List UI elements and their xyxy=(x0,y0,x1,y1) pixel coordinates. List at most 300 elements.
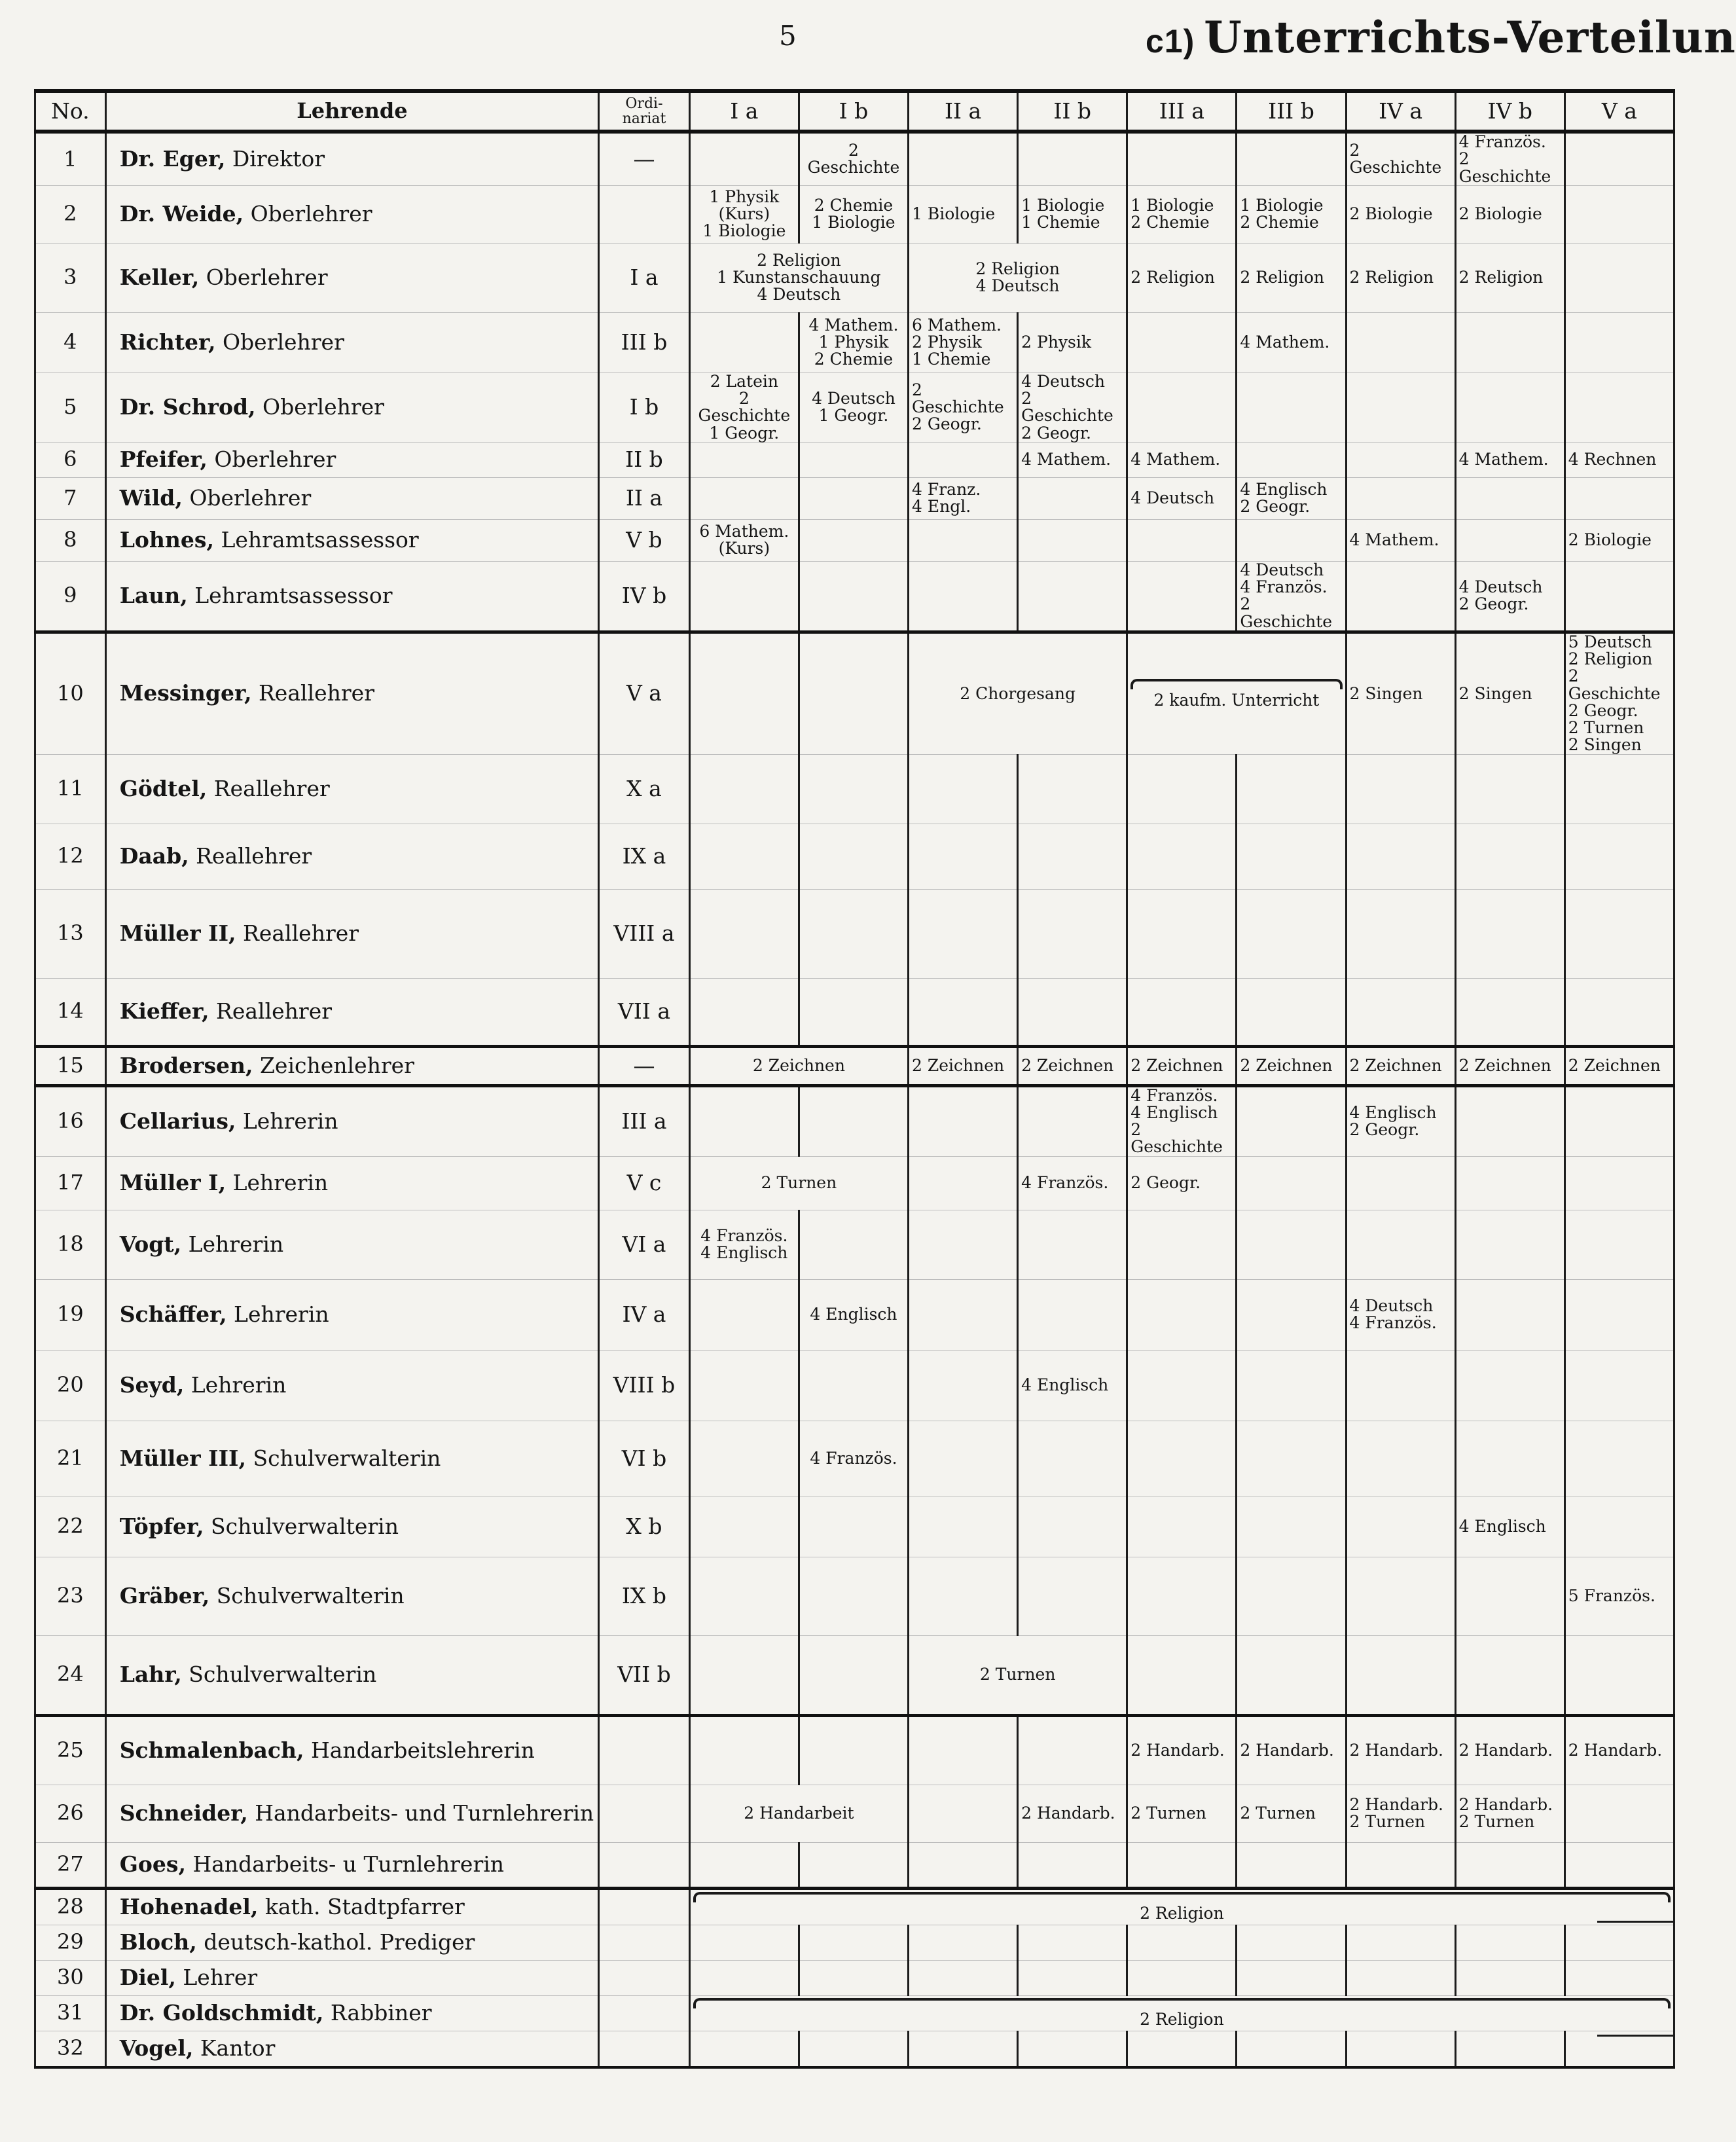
subject-text: 2 Zeichnen xyxy=(1568,1055,1661,1075)
subject-cell xyxy=(1564,185,1674,243)
ordinariat-cell: I b xyxy=(599,372,690,442)
ordinariat-cell: V c xyxy=(599,1156,690,1210)
subject-text: 2 Religion 1 Kunstanschauung 4 Deutsch xyxy=(717,250,881,304)
subject-cell xyxy=(1018,1557,1127,1635)
teacher-name: Daab, xyxy=(119,843,189,869)
subject-cell xyxy=(909,824,1018,889)
heading-text: Unterrichts-Verteilun xyxy=(1204,12,1736,63)
subject-cell xyxy=(799,519,908,561)
row-number: 29 xyxy=(35,1925,106,1960)
subject-text: 2 Turnen xyxy=(761,1172,837,1192)
table-row xyxy=(35,132,1674,185)
subject-cell xyxy=(1564,477,1674,519)
teacher-cell xyxy=(105,1635,598,1715)
subject-cell xyxy=(1237,442,1346,477)
table-row xyxy=(35,1960,1674,1995)
subject-cell xyxy=(1346,185,1455,243)
subject-cell xyxy=(799,312,908,372)
teacher-cell xyxy=(105,1156,598,1210)
subject-cell xyxy=(1455,754,1564,824)
subject-text: 4 Deutsch xyxy=(1130,488,1215,508)
subject-cell xyxy=(1455,477,1564,519)
subject-cell xyxy=(1237,1279,1346,1350)
table-row xyxy=(35,1925,1674,1960)
teacher-cell xyxy=(105,754,598,824)
subject-cell xyxy=(1346,1785,1455,1842)
subject-cell xyxy=(1564,1421,1674,1497)
teacher-title: Oberlehrer xyxy=(244,201,372,227)
teacher-name: Laun, xyxy=(119,583,188,609)
subject-cell xyxy=(1564,1210,1674,1279)
row-number: 21 xyxy=(35,1421,106,1497)
subject-cell xyxy=(909,561,1018,632)
subject-cell xyxy=(799,477,908,519)
subject-cell xyxy=(1455,1785,1564,1842)
subject-cell xyxy=(1237,1350,1346,1421)
row-number: 3 xyxy=(35,243,106,312)
teacher-name: Brodersen, xyxy=(119,1052,253,1078)
subject-cell xyxy=(1346,1156,1455,1210)
col-header-class: II b xyxy=(1018,91,1127,132)
subject-cell xyxy=(1127,1925,1237,1960)
ordinariat-cell: IX b xyxy=(599,1557,690,1635)
teacher-name: Müller III, xyxy=(119,1445,246,1471)
subject-text: 4 Deutsch 4 Französ. 2 Geschichte xyxy=(1240,560,1333,631)
subject-text: 2 Religion xyxy=(1349,268,1434,287)
ordinariat-cell: V a xyxy=(599,632,690,754)
subject-cell xyxy=(1127,1960,1237,1995)
subject-cell xyxy=(689,132,799,185)
teacher-cell xyxy=(105,442,598,477)
teacher-cell xyxy=(105,1210,598,1279)
table-row xyxy=(35,1995,1674,2031)
subject-text: 4 Mathem. xyxy=(1458,450,1549,469)
subject-cell xyxy=(689,1635,799,1715)
teacher-title: Handarbeitslehrerin xyxy=(304,1737,535,1763)
row-number: 31 xyxy=(35,1995,106,2031)
subject-cell xyxy=(689,632,799,754)
subject-text: 2 Zeichnen xyxy=(912,1055,1005,1075)
subject-text: 2 Turnen xyxy=(1130,1803,1206,1823)
subject-cell xyxy=(1018,372,1127,442)
subject-cell xyxy=(1564,1925,1674,1960)
subject-cell xyxy=(1018,185,1127,243)
ordinariat-label: Ordi- nariat xyxy=(622,95,666,127)
subject-cell xyxy=(1564,1350,1674,1421)
subject-cell xyxy=(1237,477,1346,519)
subject-text: 2 Religion xyxy=(1130,268,1215,287)
subject-cell xyxy=(1018,2031,1127,2067)
subject-cell xyxy=(799,1210,908,1279)
teacher-cell xyxy=(105,1888,598,1925)
subject-text: 4 Mathem. 1 Physik 2 Chemie xyxy=(808,315,899,369)
row-number: 28 xyxy=(35,1888,106,1925)
teacher-name: Dr. Eger, xyxy=(119,146,226,172)
teacher-title: Zeichenlehrer xyxy=(253,1052,414,1078)
teacher-cell xyxy=(105,185,598,243)
subject-cell xyxy=(689,1995,1674,2031)
subject-text: 4 Deutsch 1 Geogr. xyxy=(812,389,895,426)
subject-cell xyxy=(1455,312,1564,372)
subject-cell xyxy=(1346,1960,1455,1995)
subject-cell xyxy=(1564,243,1674,312)
table-row xyxy=(35,312,1674,372)
heading-tag: c1) xyxy=(1146,23,1195,60)
subject-cell xyxy=(1455,243,1564,312)
teacher-name: Kieffer, xyxy=(119,998,209,1024)
col-header-class: IV b xyxy=(1455,91,1564,132)
subject-cell xyxy=(689,1085,799,1156)
subject-cell xyxy=(1455,442,1564,477)
subject-cell xyxy=(1346,889,1455,978)
subject-cell xyxy=(689,754,799,824)
teacher-cell xyxy=(105,1715,598,1785)
subject-cell xyxy=(799,561,908,632)
subject-cell xyxy=(1346,442,1455,477)
subject-text: 4 Mathem. xyxy=(1240,333,1330,352)
subject-cell xyxy=(1018,442,1127,477)
subject-text: 2 Latein 2 Geschichte 1 Geogr. xyxy=(698,371,791,443)
subject-cell xyxy=(689,1210,799,1279)
table-row xyxy=(35,978,1674,1046)
table-row xyxy=(35,1046,1674,1085)
subject-cell xyxy=(1564,1156,1674,1210)
subject-text: 4 Englisch 2 Geogr. xyxy=(1349,1102,1437,1139)
subject-cell xyxy=(799,1925,908,1960)
subject-cell xyxy=(1018,561,1127,632)
subject-cell xyxy=(1018,1497,1127,1557)
teacher-name: Diel, xyxy=(119,1964,176,1990)
teacher-title: Lehramtsassessor xyxy=(213,527,419,553)
col-header-class: IV a xyxy=(1346,91,1455,132)
subject-text: 1 Biologie 2 Chemie xyxy=(1130,196,1214,232)
subject-cell xyxy=(1564,1557,1674,1635)
subject-cell xyxy=(689,1557,799,1635)
subject-cell xyxy=(1455,889,1564,978)
subject-cell xyxy=(1237,824,1346,889)
subject-cell xyxy=(909,477,1018,519)
subject-cell xyxy=(1564,442,1674,477)
subject-text: 2 Handarb. xyxy=(1021,1803,1115,1823)
subject-text: 2 Physik xyxy=(1021,333,1092,352)
ruled-line xyxy=(1597,2035,1675,2037)
subject-cell xyxy=(909,1497,1018,1557)
teacher-name: Dr. Schrod, xyxy=(119,394,256,420)
subject-cell xyxy=(1564,1715,1674,1785)
subject-cell xyxy=(1237,978,1346,1046)
teacher-name: Lahr, xyxy=(119,1661,182,1687)
subject-cell xyxy=(1237,1046,1346,1085)
subject-cell xyxy=(1455,561,1564,632)
subject-cell xyxy=(1127,978,1237,1046)
subject-cell xyxy=(909,185,1018,243)
subject-cell xyxy=(1346,1210,1455,1279)
subject-text: 4 Französ. xyxy=(810,1448,897,1468)
subject-cell xyxy=(1455,132,1564,185)
table-row xyxy=(35,372,1674,442)
subject-cell xyxy=(1564,1279,1674,1350)
subject-text: 2 kaufm. Unterricht xyxy=(1153,690,1320,710)
subject-text: 4 Französ. 2 Geschichte xyxy=(1458,132,1551,186)
subject-cell xyxy=(1346,1635,1455,1715)
teacher-cell xyxy=(105,561,598,632)
ordinariat-cell xyxy=(599,1785,690,1842)
teacher-name: Gräber, xyxy=(119,1582,210,1608)
row-number: 15 xyxy=(35,1046,106,1085)
row-number: 17 xyxy=(35,1156,106,1210)
subject-cell xyxy=(1237,372,1346,442)
teacher-title: Lehrerin xyxy=(181,1231,284,1257)
subject-cell xyxy=(1237,1635,1346,1715)
table-row xyxy=(35,1842,1674,1888)
ordinariat-cell: X a xyxy=(599,754,690,824)
subject-text: 1 Biologie xyxy=(912,204,996,224)
subject-cell xyxy=(1346,1085,1455,1156)
row-number: 24 xyxy=(35,1635,106,1715)
subject-cell xyxy=(1127,1842,1237,1888)
subject-text: 2 Handarbeit xyxy=(744,1803,854,1823)
table-row xyxy=(35,889,1674,978)
row-number: 9 xyxy=(35,561,106,632)
subject-cell xyxy=(1018,1279,1127,1350)
subject-cell xyxy=(909,243,1127,312)
col-header-teacher: Lehrende xyxy=(105,91,598,132)
row-number: 19 xyxy=(35,1279,106,1350)
subject-text: 2 Handarb. xyxy=(1130,1740,1225,1760)
subject-cell xyxy=(1127,754,1237,824)
teacher-name: Keller, xyxy=(119,264,200,291)
subject-text: 2 Geogr. xyxy=(1130,1172,1201,1192)
teacher-cell xyxy=(105,1085,598,1156)
subject-cell xyxy=(1346,519,1455,561)
teacher-title: Rabbiner xyxy=(323,1999,432,2025)
subject-cell xyxy=(909,1046,1018,1085)
teacher-title: Lehrerin xyxy=(226,1169,329,1195)
subject-text: 2 Religion xyxy=(1240,268,1325,287)
subject-cell xyxy=(1018,312,1127,372)
subject-cell xyxy=(909,1785,1018,1842)
subject-text: 1 Physik (Kurs) 1 Biologie xyxy=(702,187,786,241)
subject-cell xyxy=(799,1085,908,1156)
teacher-name: Schäffer, xyxy=(119,1301,227,1327)
subject-cell xyxy=(1127,1279,1237,1350)
subject-cell xyxy=(689,1350,799,1421)
subject-cell xyxy=(1127,312,1237,372)
subject-cell xyxy=(1127,1350,1237,1421)
subject-cell xyxy=(1455,1279,1564,1350)
subject-cell xyxy=(1346,754,1455,824)
table-row xyxy=(35,1421,1674,1497)
subject-cell xyxy=(1018,1960,1127,1995)
subject-cell xyxy=(1127,632,1346,754)
subject-text: 2 Religion xyxy=(1140,2009,1224,2029)
teacher-title: Oberlehrer xyxy=(182,485,312,511)
ordinariat-cell xyxy=(599,1925,690,1960)
subject-text: 2 Singen xyxy=(1349,683,1423,703)
brace-line xyxy=(693,1892,1671,1902)
subject-text: 4 Mathem. xyxy=(1349,530,1439,550)
subject-cell xyxy=(689,1279,799,1350)
teacher-cell xyxy=(105,1497,598,1557)
col-header-class: III b xyxy=(1237,91,1346,132)
subject-text: 2 Zeichnen xyxy=(1021,1055,1114,1075)
subject-cell xyxy=(1018,754,1127,824)
subject-cell xyxy=(1346,824,1455,889)
subject-cell xyxy=(689,2031,799,2067)
teacher-title: Schulverwalterin xyxy=(209,1582,405,1608)
subject-cell xyxy=(1237,1715,1346,1785)
subject-cell xyxy=(799,889,908,978)
subject-cell xyxy=(1564,1635,1674,1715)
subject-cell xyxy=(1455,632,1564,754)
subject-cell xyxy=(1346,632,1455,754)
ordinariat-cell: IV a xyxy=(599,1279,690,1350)
subject-cell xyxy=(799,824,908,889)
subject-cell xyxy=(1127,1085,1237,1156)
col-header-class: V a xyxy=(1564,91,1674,132)
subject-cell xyxy=(1346,1421,1455,1497)
row-number: 2 xyxy=(35,185,106,243)
subject-cell xyxy=(1127,243,1237,312)
row-number: 26 xyxy=(35,1785,106,1842)
subject-cell xyxy=(1346,1350,1455,1421)
subject-cell xyxy=(1564,632,1674,754)
subject-cell xyxy=(909,1350,1018,1421)
subject-text: 2 Biologie xyxy=(1568,530,1652,550)
ordinariat-cell: VII a xyxy=(599,978,690,1046)
subject-text: 1 Biologie 2 Chemie xyxy=(1240,196,1324,232)
subject-cell xyxy=(1127,372,1237,442)
subject-text: 2 Turnen xyxy=(1240,1803,1316,1823)
ordinariat-cell xyxy=(599,1715,690,1785)
teacher-cell xyxy=(105,1960,598,1995)
subject-cell xyxy=(1455,1046,1564,1085)
subject-cell xyxy=(1564,372,1674,442)
ordinariat-cell: IX a xyxy=(599,824,690,889)
col-header-class: I b xyxy=(799,91,908,132)
table-row xyxy=(35,1279,1674,1350)
subject-text: 2 Singen xyxy=(1458,683,1532,703)
ordinariat-cell: VIII b xyxy=(599,1350,690,1421)
ordinariat-cell xyxy=(599,1960,690,1995)
col-header-ordinariat xyxy=(599,91,690,132)
teacher-title: Kantor xyxy=(193,2035,276,2061)
subject-cell xyxy=(1455,978,1564,1046)
subject-cell xyxy=(1455,1715,1564,1785)
subject-text: 6 Mathem. 2 Physik 1 Chemie xyxy=(912,315,1002,369)
subject-cell xyxy=(1564,312,1674,372)
teacher-name: Vogel, xyxy=(119,2035,194,2061)
subject-cell xyxy=(1455,1210,1564,1279)
teacher-title: Handarbeits- u Turnlehrerin xyxy=(185,1851,505,1877)
teacher-title: Reallehrer xyxy=(207,775,330,801)
table-row xyxy=(35,1497,1674,1557)
teacher-name: Pfeifer, xyxy=(119,446,208,473)
subject-cell xyxy=(1237,243,1346,312)
row-number: 14 xyxy=(35,978,106,1046)
subject-cell xyxy=(909,632,1127,754)
col-header-class: III a xyxy=(1127,91,1237,132)
subject-cell xyxy=(1564,1497,1674,1557)
subject-cell xyxy=(799,1279,908,1350)
subject-text: 2 Geschichte 2 Geogr. xyxy=(912,380,1004,434)
subject-cell xyxy=(1455,519,1564,561)
subject-cell xyxy=(689,1497,799,1557)
subject-cell xyxy=(909,889,1018,978)
teacher-title: Lehrerin xyxy=(226,1301,329,1327)
subject-cell xyxy=(1455,1156,1564,1210)
table-row xyxy=(35,1715,1674,1785)
teacher-cell xyxy=(105,1925,598,1960)
subject-cell xyxy=(1237,1085,1346,1156)
subject-text: 5 Deutsch 2 Religion 2 Geschichte 2 Geogr. 2 Turnen 2 Singen xyxy=(1568,632,1661,755)
teacher-title: Oberlehrer xyxy=(207,446,336,473)
subject-cell xyxy=(1127,2031,1237,2067)
subject-cell xyxy=(1455,1960,1564,1995)
teacher-name: Seyd, xyxy=(119,1371,185,1398)
brace-line xyxy=(693,1998,1671,2008)
subject-text: 2 Geschichte xyxy=(807,141,900,177)
subject-text: 2 Geschichte xyxy=(1349,141,1442,177)
subject-cell xyxy=(1346,1925,1455,1960)
subject-cell xyxy=(1127,1785,1237,1842)
subject-cell xyxy=(1346,2031,1455,2067)
subject-cell xyxy=(799,1842,908,1888)
subject-cell xyxy=(1127,132,1237,185)
subject-cell xyxy=(689,1842,799,1888)
table-row xyxy=(35,185,1674,243)
subject-cell xyxy=(1127,1046,1237,1085)
ordinariat-cell: III a xyxy=(599,1085,690,1156)
teacher-title: Schulverwalterin xyxy=(181,1661,377,1687)
subject-cell xyxy=(1237,754,1346,824)
subject-text: 2 Handarb. 2 Turnen xyxy=(1349,1794,1444,1831)
subject-text: 2 Handarb. xyxy=(1568,1740,1663,1760)
teacher-title: Schulverwalterin xyxy=(204,1513,399,1539)
subject-cell xyxy=(1455,372,1564,442)
subject-cell xyxy=(1018,132,1127,185)
teacher-title: Schulverwalterin xyxy=(245,1445,441,1471)
subject-cell xyxy=(1455,824,1564,889)
subject-cell xyxy=(909,1085,1018,1156)
teacher-title: Oberlehrer xyxy=(199,264,328,291)
subject-cell xyxy=(799,1350,908,1421)
teacher-cell xyxy=(105,132,598,185)
teacher-name: Müller II, xyxy=(119,920,236,946)
subject-cell xyxy=(1346,372,1455,442)
subject-cell xyxy=(1346,312,1455,372)
teacher-cell xyxy=(105,1995,598,2031)
subject-text: 2 Religion xyxy=(1140,1903,1224,1923)
col-header-class: I a xyxy=(689,91,799,132)
subject-cell xyxy=(1127,1421,1237,1497)
teacher-name: Müller I, xyxy=(119,1169,226,1195)
subject-cell xyxy=(689,477,799,519)
teacher-title: Lehrerin xyxy=(236,1108,338,1134)
page-number: 5 xyxy=(779,20,797,52)
row-number: 12 xyxy=(35,824,106,889)
subject-cell xyxy=(689,978,799,1046)
teacher-name: Schmalenbach, xyxy=(119,1737,304,1763)
ordinariat-cell: VII b xyxy=(599,1635,690,1715)
subject-text: 4 Deutsch 4 Französ. xyxy=(1349,1296,1437,1332)
teacher-name: Messinger, xyxy=(119,680,252,706)
row-number: 4 xyxy=(35,312,106,372)
subject-text: 2 Zeichnen xyxy=(1349,1055,1442,1075)
ordinariat-cell xyxy=(599,1842,690,1888)
subject-cell xyxy=(909,372,1018,442)
subject-cell xyxy=(1018,519,1127,561)
